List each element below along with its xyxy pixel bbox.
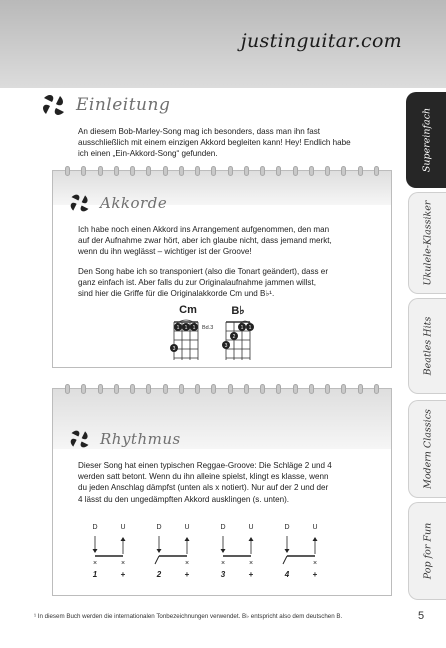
svg-text:×: × (184, 560, 190, 567)
svg-text:3: 3 (172, 346, 176, 352)
svg-text:1: 1 (240, 325, 244, 331)
down-label: D (284, 524, 290, 531)
chord-diagram-cm (168, 304, 208, 316)
up-label: U (248, 524, 254, 531)
svg-text:3: 3 (224, 343, 228, 349)
strum-beat (282, 524, 322, 584)
page-header (0, 0, 446, 88)
svg-text:2: 2 (232, 334, 236, 340)
beat-count: 1 (92, 570, 98, 579)
footnote: ¹ In diesem Buch werden die internationalen Tonbezeichnungen verwendet. B♭ entspricht also dem deutschen B. (34, 613, 343, 620)
fret-label: Bd.3 (202, 325, 214, 331)
beat-plus: + (312, 570, 318, 579)
section-title: Rhythmus (100, 430, 181, 448)
chords-paragraph-1: Ich habe noch einen Akkord ins Arrangement aufgenommen, den man auf der Aufnahme zwar hört, aber ich glaube nicht, dass jemand merkt, wenn du ihn weglässt – wichtiger ist der Groove! (78, 225, 332, 257)
svg-text:1: 1 (176, 325, 180, 331)
swirl-logo-icon (68, 428, 92, 450)
chords-heading (68, 192, 167, 214)
page-number: 5 (418, 610, 425, 622)
beat-plus: + (248, 570, 254, 579)
svg-text:×: × (92, 560, 98, 567)
strum-arrows (154, 534, 194, 570)
svg-text:×: × (248, 560, 254, 567)
beat-plus: + (120, 570, 126, 579)
spiral-binding (65, 384, 379, 394)
strum-arrows (218, 534, 258, 570)
down-label: D (220, 524, 226, 531)
rhythm-heading (68, 428, 181, 450)
chords-paragraph-2: Den Song habe ich so transponiert (also die Tonart geändert), dass er ganz einfach ist. Aber falls du zur Originalaufnahme jammen willst, sind hier die Griffe für die Originalakkorde Cm und B♭¹. (78, 267, 329, 299)
brand-logo: justinguitar.com (240, 30, 402, 52)
strum-beat (218, 524, 258, 584)
tab-label: Ukulele-Klassiker (422, 200, 433, 286)
svg-text:×: × (120, 560, 126, 567)
up-label: U (120, 524, 126, 531)
spiral-binding (65, 166, 379, 176)
chord-name: Cm (179, 304, 197, 316)
svg-text:1: 1 (192, 325, 196, 331)
section-title: Akkorde (100, 194, 168, 212)
svg-text:×: × (220, 560, 226, 567)
svg-text:1: 1 (248, 325, 252, 331)
down-label: D (156, 524, 162, 531)
tab-beatles-hits[interactable] (408, 298, 446, 394)
swirl-logo-icon (40, 92, 68, 118)
strum-beat (90, 524, 130, 584)
up-label: U (312, 524, 318, 531)
beat-count: 4 (284, 570, 290, 579)
tab-label: Beatles Hits (422, 316, 433, 376)
tab-supereinfach[interactable] (406, 92, 446, 188)
tab-label: Modern Classics (422, 409, 433, 489)
section-title: Einleitung (76, 95, 171, 115)
strum-beat (154, 524, 194, 584)
down-label: D (92, 524, 98, 531)
up-label: U (184, 524, 190, 531)
swirl-logo-icon (68, 192, 92, 214)
tab-modern-classics[interactable] (408, 400, 446, 498)
svg-text:×: × (312, 560, 318, 567)
strum-arrows (282, 534, 322, 570)
beat-count: 3 (220, 570, 226, 579)
tab-pop-for-fun[interactable] (408, 502, 446, 600)
svg-text:1: 1 (184, 325, 188, 331)
strum-arrows (90, 534, 130, 570)
rhythm-paragraph: Dieser Song hat einen typischen Reggae-Groove: Die Schläge 2 und 4 werden satt betont. Wenn du ihn alleine spielst, klingt es klasse, wenn du jeden Anschlag dämpfst (unten als x notiert). Nur auf der 2 und der 4 lässt du den ungedämpften Akkord ausklingen (s. unten). (78, 461, 332, 504)
beat-count: 2 (156, 570, 162, 579)
strum-pattern (90, 524, 350, 584)
chord-grid-bb (220, 316, 260, 362)
tab-ukulele-klassiker[interactable] (408, 192, 446, 294)
tab-label: Supereinfach (421, 107, 432, 173)
intro-heading (40, 92, 170, 118)
tab-label: Pop for Fun (422, 522, 433, 580)
beat-plus: + (184, 570, 190, 579)
chord-name: B♭ (231, 305, 245, 317)
intro-paragraph: An diesem Bob-Marley-Song mag ich besonders, dass man ihn fast ausschließlich mit einem einzigen Akkord begleiten kann! Hey! Endlich habe ich einen „Ein-Akkord-Song“ gefunden. (78, 127, 351, 159)
